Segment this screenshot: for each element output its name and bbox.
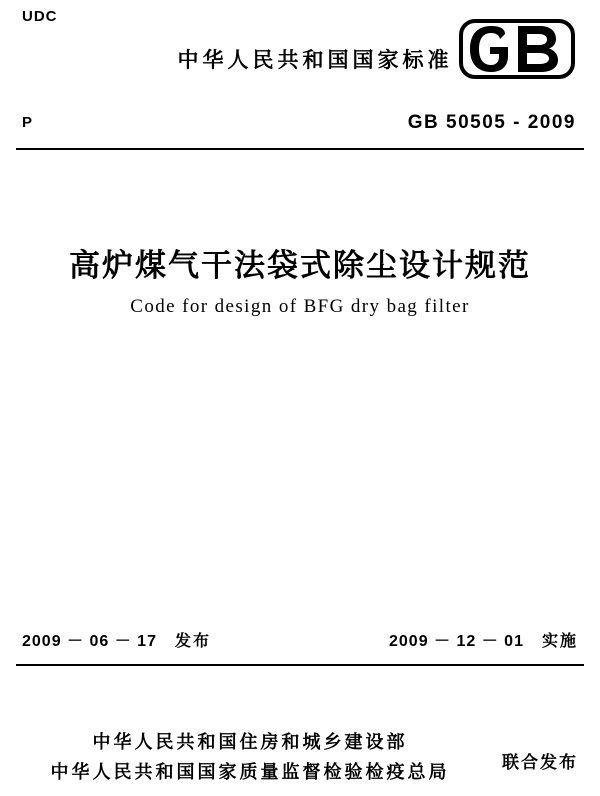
- publisher-line-2: 中华人民共和国国家质量监督检验检疫总局: [50, 762, 450, 783]
- effective-date-value: 2009 － 12 － 01: [389, 633, 524, 650]
- issue-date-label: 发布: [174, 631, 211, 650]
- publisher-block: [20, 728, 480, 788]
- page-title-chinese: 高炉煤气干法袋式除尘设计规范: [69, 248, 531, 284]
- gb-logo-icon: [458, 18, 576, 80]
- standard-number: GB 50505 - 2009: [407, 112, 576, 133]
- issue-date-value: 2009 － 06 － 17: [22, 633, 157, 650]
- divider-bottom: [16, 664, 584, 666]
- national-standard-heading: 中华人民共和国国家标准: [177, 48, 453, 72]
- issue-date-block: [22, 628, 211, 651]
- effective-date-block: [389, 628, 578, 651]
- classification-mark: P: [22, 114, 33, 131]
- publisher-line-1: 中华人民共和国住房和城乡建设部: [92, 732, 408, 753]
- joint-publish-label: 联合发布: [502, 753, 578, 773]
- page-title-english: Code for design of BFG dry bag filter: [130, 296, 470, 317]
- effective-date-label: 实施: [541, 631, 578, 650]
- divider-top: [16, 148, 584, 150]
- udc-label: UDC: [22, 8, 58, 25]
